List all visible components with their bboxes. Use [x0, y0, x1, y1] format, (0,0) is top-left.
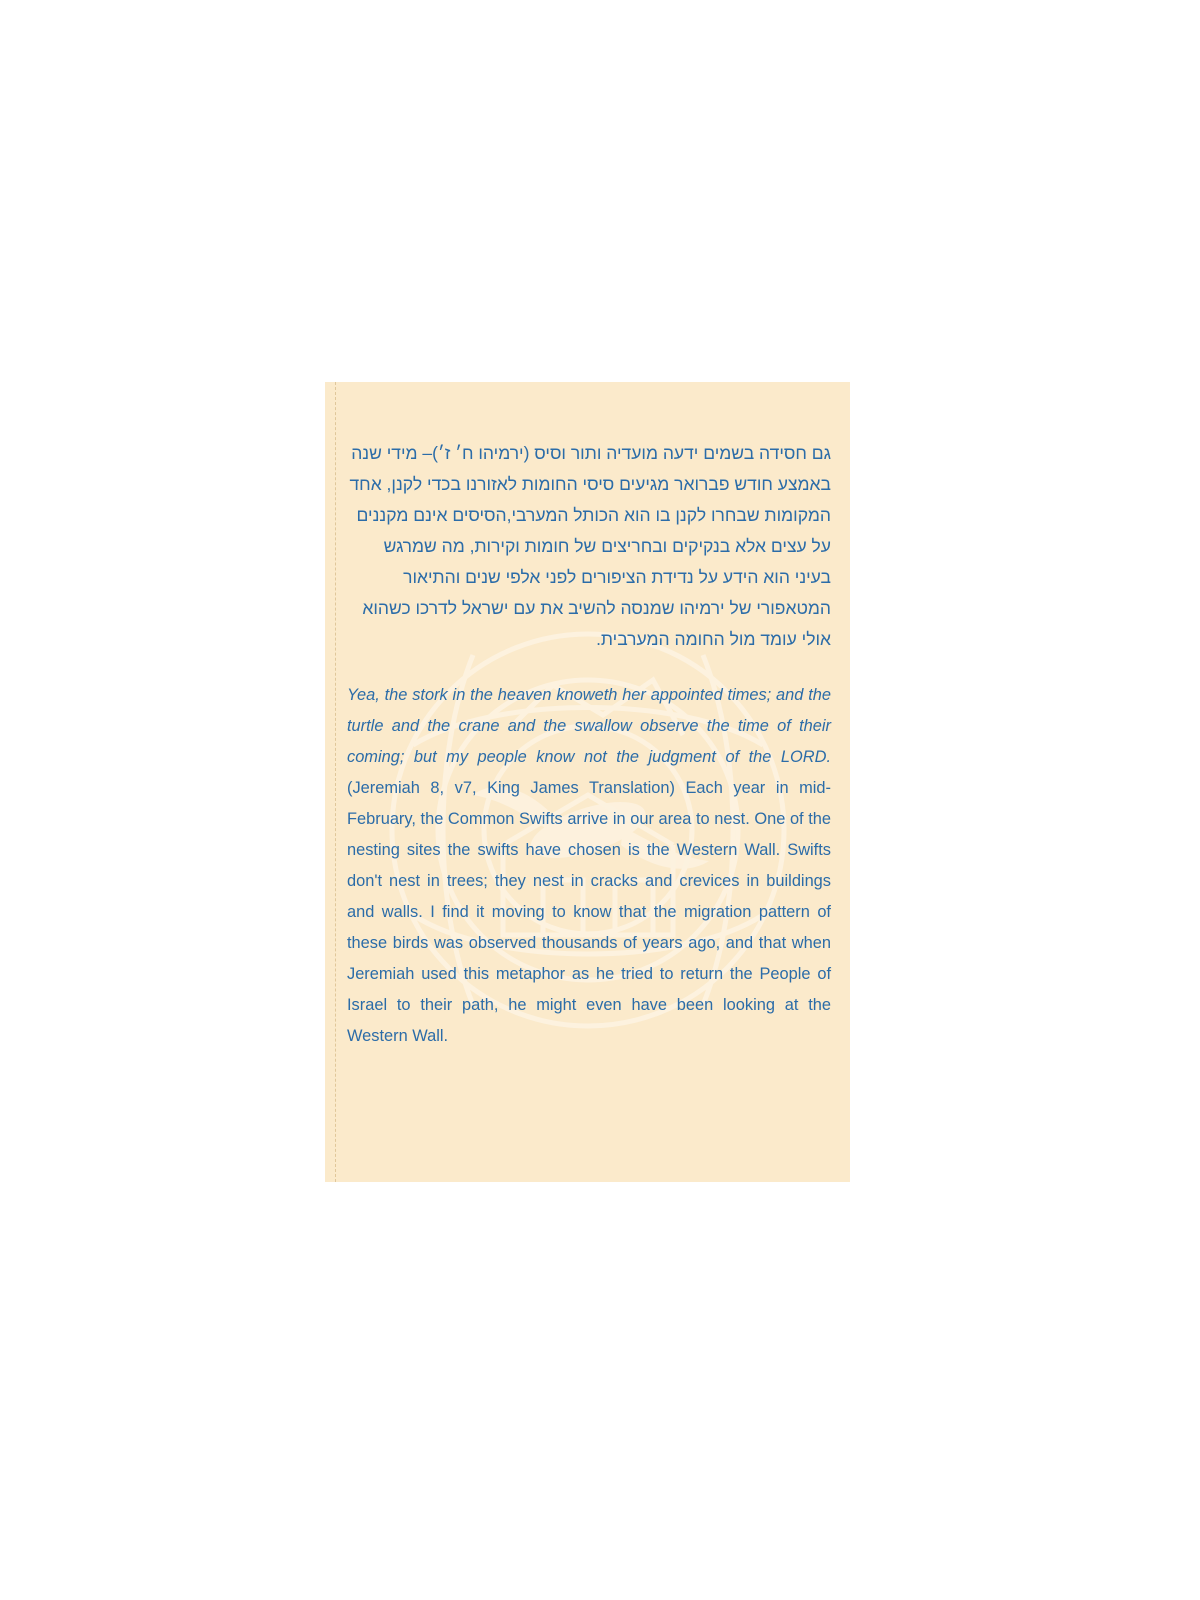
scripture-citation: (Jeremiah 8, v7, King James Translation) — [347, 778, 675, 797]
scripture-quote: Yea, the stork in the heaven knoweth her appointed times; and the turtle and the crane and the swallow observe the time of their coming; but my people know not the judgment of the LORD. — [347, 685, 831, 766]
english-paragraph — [347, 680, 831, 1052]
english-body-text: Each year in mid-February, the Common Swifts arrive in our area to nest. One of the nesting sites the swifts have chosen is the Western Wall. Swifts don't nest in trees; they nest in cracks and crevices in buildings and walls. I find it moving to know that the migration pattern of these birds was observed thousands of years ago, and that when Jeremiah used this metaphor as he tried to return the People of Israel to their path, he might even have been looking at the Western Wall. — [347, 778, 831, 1045]
hebrew-paragraph: גם חסידה בשמים ידעה מועדיה ותור וסיס (ירמיהו ח׳ ז׳)– מידי שנה באמצע חודש פברואר מגיעים סיסי החומות לאזורנו בכדי לקנן, אחד המקומות שבחרו לקנן בו הוא הכותל המערבי,הסיסים אינם מקננים על עצים אלא בנקיקים ובחריצים של חומות וקירות, מה שמרגש בעיני הוא הידע על נדידת הציפורים לפני אלפי שנים והתיאור המטאפורי של ירמיהו שמנסה להשיב את עם ישראל לדרכו כשהוא אולי עומד מול החומה המערבית. — [344, 442, 831, 649]
text-column — [344, 420, 831, 1068]
document-page-card — [325, 382, 850, 1182]
page-fold-line — [335, 382, 336, 1182]
